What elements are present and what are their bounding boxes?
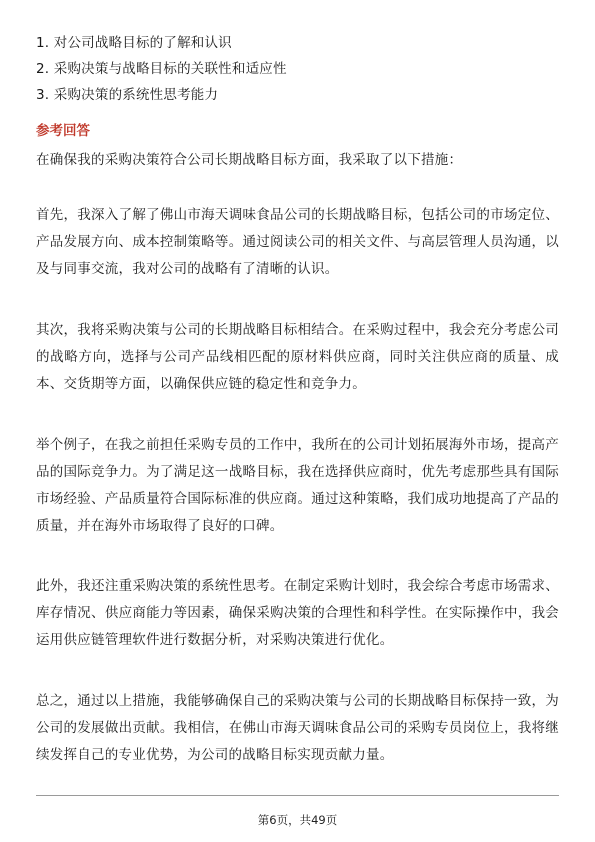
- reference-answer-heading: 参考回答: [36, 123, 90, 139]
- answer-paragraph: 举个例子，在我之前担任采购专员的工作中，我所在的公司计划拓展海外市场，提高产品的国际竞争力。为了满足这一战略目标，我在选择供应商时，优先考虑那些具有国际市场经验、产品质量符合国际标准的供应商。通过这种策略，我们成功地提高了产品的质量，并在海外市场取得了良好的口碑。: [36, 437, 559, 534]
- answer-paragraph: 此外，我还注重采购决策的系统性思考。在制定采购计划时，我会综合考虑市场需求、库存情况、供应商能力等因素，确保采购决策的合理性和科学性。在实际操作中，我会运用供应链管理软件进行数据分析，对采购决策进行优化。: [36, 578, 559, 648]
- answer-intro: 在确保我的采购决策符合公司长期战略目标方面，我采取了以下措施：: [36, 152, 463, 168]
- answer-paragraph: 其次，我将采购决策与公司的长期战略目标相结合。在采购过程中，我会充分考虑公司的战略方向，选择与公司产品线相匹配的原材料供应商，同时关注供应商的质量、成本、交货期等方面，以确保供应链的稳定性和竞争力。: [36, 322, 559, 392]
- evaluation-criteria-list: [36, 30, 556, 108]
- criteria-item: 1. 对公司战略目标的了解和认识: [36, 35, 232, 51]
- footer-divider: [36, 795, 559, 796]
- page-number: 第6页，共49页: [257, 813, 338, 827]
- answer-paragraph: 首先，我深入了解了佛山市海天调味食品公司的长期战略目标，包括公司的市场定位、产品发展方向、成本控制策略等。通过阅读公司的相关文件、与高层管理人员沟通，以及与同事交流，我对公司的战略有了清晰的认识。: [36, 207, 559, 277]
- criteria-item: 3. 采购决策的系统性思考能力: [36, 87, 219, 103]
- criteria-item: 2. 采购决策与战略目标的关联性和适应性: [36, 61, 287, 77]
- answer-paragraph: 总之，通过以上措施，我能够确保自己的采购决策与公司的长期战略目标保持一致，为公司的发展做出贡献。我相信，在佛山市海天调味食品公司的采购专员岗位上，我将继续发挥自己的专业优势，为公司的战略目标实现贡献力量。: [36, 693, 559, 763]
